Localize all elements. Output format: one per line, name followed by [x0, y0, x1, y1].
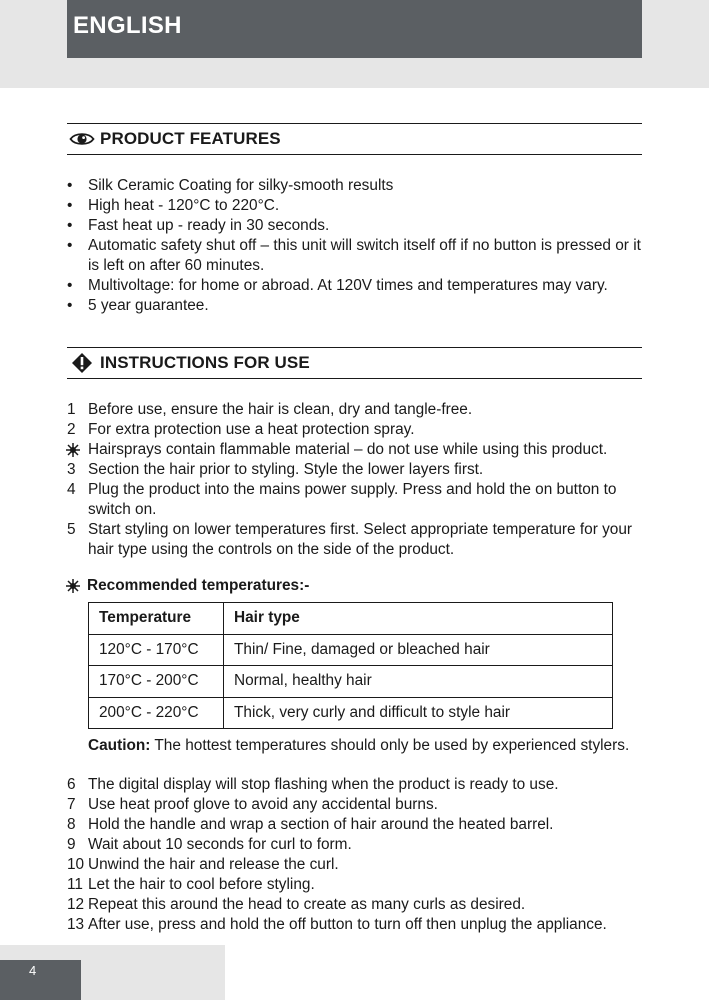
list-item	[67, 420, 642, 440]
list-item	[67, 480, 642, 520]
list-item	[67, 855, 642, 875]
step-number: 12	[67, 896, 85, 913]
step-text: Repeat this around the head to create as many curls as desired.	[88, 896, 526, 913]
list-item: • Fast heat up - ready in 30 seconds.	[67, 216, 642, 236]
section-title: PRODUCT FEATURES	[100, 129, 281, 148]
caution-note	[88, 736, 629, 756]
table-row	[89, 666, 613, 698]
step-text: Section the hair prior to styling. Style the lower layers first.	[88, 461, 484, 478]
step-number: 11	[67, 876, 83, 893]
list-item: • High heat - 120°C to 220°C.	[67, 196, 642, 216]
step-text: Hold the handle and wrap a section of hair around the heated barrel.	[88, 816, 554, 833]
step-text: Use heat proof glove to avoid any accidental burns.	[88, 796, 438, 813]
step-number: 9	[67, 836, 76, 853]
list-item: • Automatic safety shut off – this unit will switch itself off if no button is pressed or it is left on after 60 minutes.	[67, 236, 642, 276]
step-number: 3	[67, 461, 76, 478]
table-cell: 200°C - 220°C	[89, 697, 224, 729]
temperature-table	[88, 602, 613, 729]
list-item	[67, 775, 642, 795]
caution-text: The hottest temperatures should only be used by experienced stylers.	[150, 737, 630, 754]
step-text: Hairsprays contain flammable material – do not use while using this product.	[88, 441, 608, 458]
list-item	[67, 400, 642, 420]
step-text: The digital display will stop flashing when the product is ready to use.	[88, 776, 559, 793]
step-number: 1	[67, 401, 76, 418]
step-number: 5	[67, 521, 76, 538]
table-cell: 120°C - 170°C	[89, 634, 224, 666]
column-header: Temperature	[89, 603, 224, 635]
sun-warning-icon	[66, 579, 80, 593]
product-features-header	[67, 123, 642, 155]
language-tab	[67, 0, 642, 58]
step-text: Let the hair to cool before styling.	[88, 876, 315, 893]
page-number-tab	[0, 960, 81, 1000]
table-cell: 170°C - 200°C	[89, 666, 224, 698]
table-row	[89, 697, 613, 729]
step-text: Start styling on lower temperatures first. Select appropriate temperature for your hair type using the controls on the side of the product.	[88, 521, 633, 558]
heading-text: Recommended temperatures:-	[87, 577, 310, 594]
caution-label: Caution:	[88, 737, 151, 754]
steps-list-2	[67, 775, 642, 935]
list-item: • 5 year guarantee.	[67, 296, 642, 316]
step-number: 4	[67, 481, 76, 498]
steps-list-1	[67, 400, 642, 560]
instructions-header	[67, 347, 642, 379]
step-number: 10	[67, 856, 85, 873]
recommended-temperatures-heading	[66, 576, 309, 596]
step-text: Plug the product into the mains power supply. Press and hold the on button to switch on.	[88, 481, 617, 518]
step-number: 8	[67, 816, 76, 833]
list-item	[67, 895, 642, 915]
list-item: • Multivoltage: for home or abroad. At 120V times and temperatures may vary.	[67, 276, 642, 296]
step-number: 7	[67, 796, 76, 813]
list-item	[67, 915, 642, 935]
step-text: Wait about 10 seconds for curl to form.	[88, 836, 352, 853]
section-title: INSTRUCTIONS FOR USE	[100, 353, 310, 372]
step-text: After use, press and hold the off button to turn off then unplug the appliance.	[88, 916, 607, 933]
step-text: For extra protection use a heat protection spray.	[88, 421, 415, 438]
step-text: Unwind the hair and release the curl.	[88, 856, 339, 873]
table-cell: Thick, very curly and difficult to style hair	[224, 697, 613, 729]
table-header-row	[89, 603, 613, 635]
eye-icon	[68, 129, 96, 149]
table-row	[89, 634, 613, 666]
list-item	[67, 460, 642, 480]
list-item	[67, 875, 642, 895]
list-item	[67, 795, 642, 815]
step-number: 13	[67, 916, 85, 933]
page-number: 4	[29, 963, 37, 978]
step-number: 6	[67, 776, 76, 793]
warning-diamond-icon	[68, 353, 96, 373]
list-item	[67, 835, 642, 855]
language-label: ENGLISH	[73, 12, 182, 39]
table-cell: Normal, healthy hair	[224, 666, 613, 698]
list-item	[67, 440, 642, 460]
column-header: Hair type	[224, 603, 613, 635]
sun-warning-icon	[66, 443, 80, 457]
list-item	[67, 520, 642, 560]
table-cell: Thin/ Fine, damaged or bleached hair	[224, 634, 613, 666]
list-item	[67, 815, 642, 835]
step-number: 2	[67, 421, 76, 438]
step-text: Before use, ensure the hair is clean, dry and tangle-free.	[88, 401, 473, 418]
feature-list	[67, 176, 642, 316]
list-item: • Silk Ceramic Coating for silky-smooth results	[67, 176, 642, 196]
